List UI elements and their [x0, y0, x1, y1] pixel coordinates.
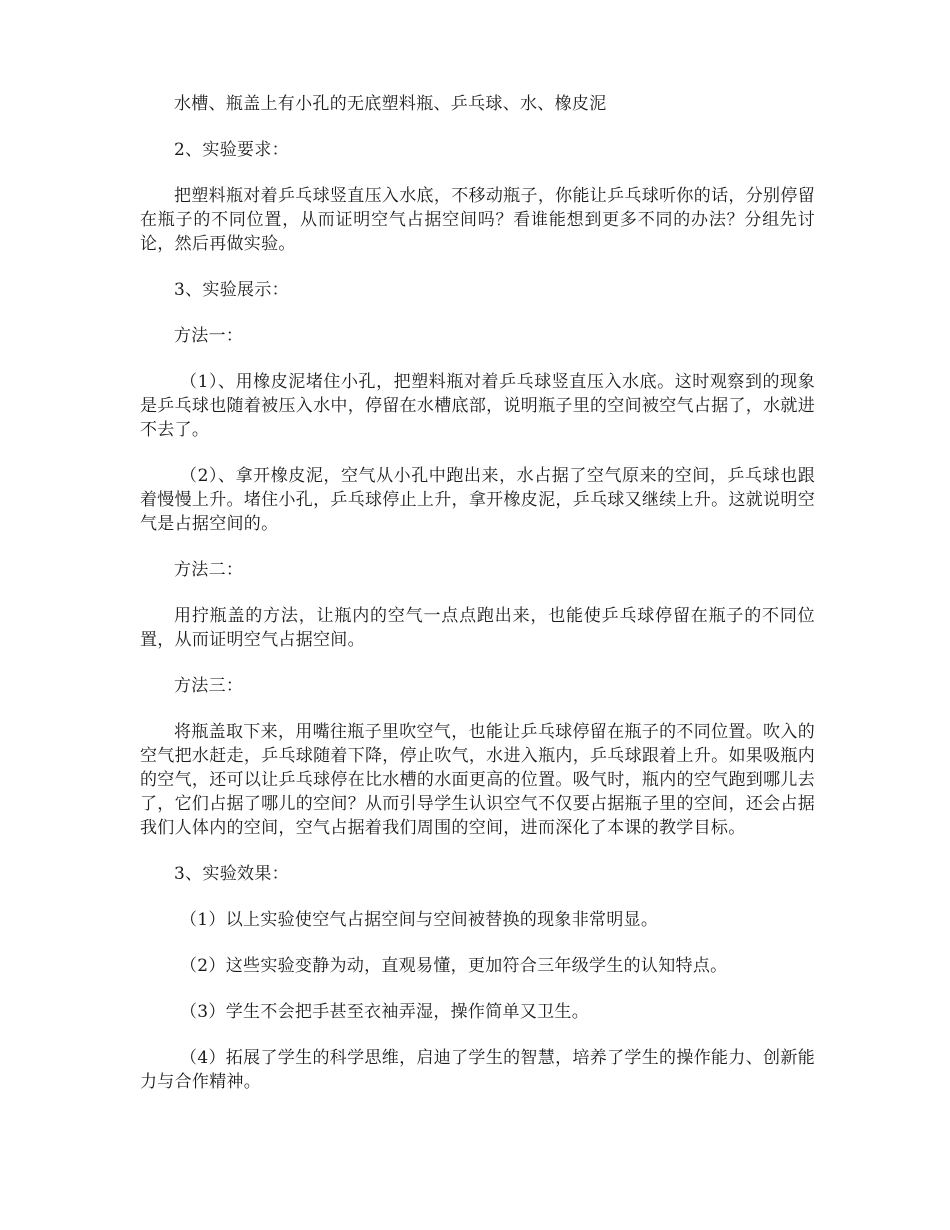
effect-item-1: （1）以上实验使空气占据空间与空间被替换的现象非常明显。 [180, 910, 659, 930]
effect-item-2: （2）这些实验变静为动，直观易懂，更加符合三年级学生的认知特点。 [180, 956, 728, 976]
effect-item-4: （4）拓展了学生的科学思维，启迪了学生的智慧，培养了学生的操作能力、创新能力与合作精神。 [140, 1048, 815, 1092]
effect-item-3: （3）学生不会把手甚至衣袖弄湿，操作简单又卫生。 [180, 1002, 590, 1022]
method-one-step-1: （1）、用橡皮泥堵住小孔，把塑料瓶对着乒乓球竖直压入水底。这时观察到的现象是乒乓球也随着被压入水中，停留在水槽底部，说明瓶子里的空间被空气占据了，水就进不去了。 [140, 372, 815, 440]
document-body [140, 92, 815, 1116]
materials-paragraph: 水槽、瓶盖上有小孔的无底塑料瓶、乒乓球、水、橡皮泥 [174, 94, 607, 114]
method-one-heading: 方法一： [174, 326, 244, 346]
section-heading-demonstration: 3、实验展示： [174, 280, 289, 300]
section-heading-effects: 3、实验效果： [174, 864, 289, 884]
method-one-step-2: （2）、拿开橡皮泥，空气从小孔中跑出来，水占据了空气原来的空间，乒乓球也跟着慢慢上升。堵住小孔，乒乓球停止上升，拿开橡皮泥，乒乓球又继续上升。这就说明空气是占据空间的。 [140, 466, 815, 534]
method-two-paragraph: 用拧瓶盖的方法，让瓶内的空气一点点跑出来，也能使乒乓球停留在瓶子的不同位置，从而证明空气占据空间。 [140, 606, 815, 650]
section-heading-requirements: 2、实验要求： [174, 140, 289, 160]
method-two-heading: 方法二： [174, 560, 244, 580]
method-three-paragraph: 将瓶盖取下来，用嘴往瓶子里吹空气，也能让乒乓球停留在瓶子的不同位置。吹入的空气把水赶走，乒乓球随着下降，停止吹气，水进入瓶内，乒乓球跟着上升。如果吸瓶内的空气，还可以让乒乓球停在比水槽的水面更高的位置。吸气时，瓶内的空气跑到哪儿去了，它们占据了哪儿的空间？从而引导学生认识空气不仅要占据瓶子里的空间，还会占据我们人体内的空间，空气占据着我们周围的空间，进而深化了本课的教学目标。 [140, 722, 815, 838]
requirements-paragraph: 把塑料瓶对着乒乓球竖直压入水底，不移动瓶子，你能让乒乓球听你的话，分别停留在瓶子的不同位置，从而证明空气占据空间吗？看谁能想到更多不同的办法？分组先讨论，然后再做实验。 [140, 186, 815, 254]
method-three-heading: 方法三： [174, 676, 244, 696]
